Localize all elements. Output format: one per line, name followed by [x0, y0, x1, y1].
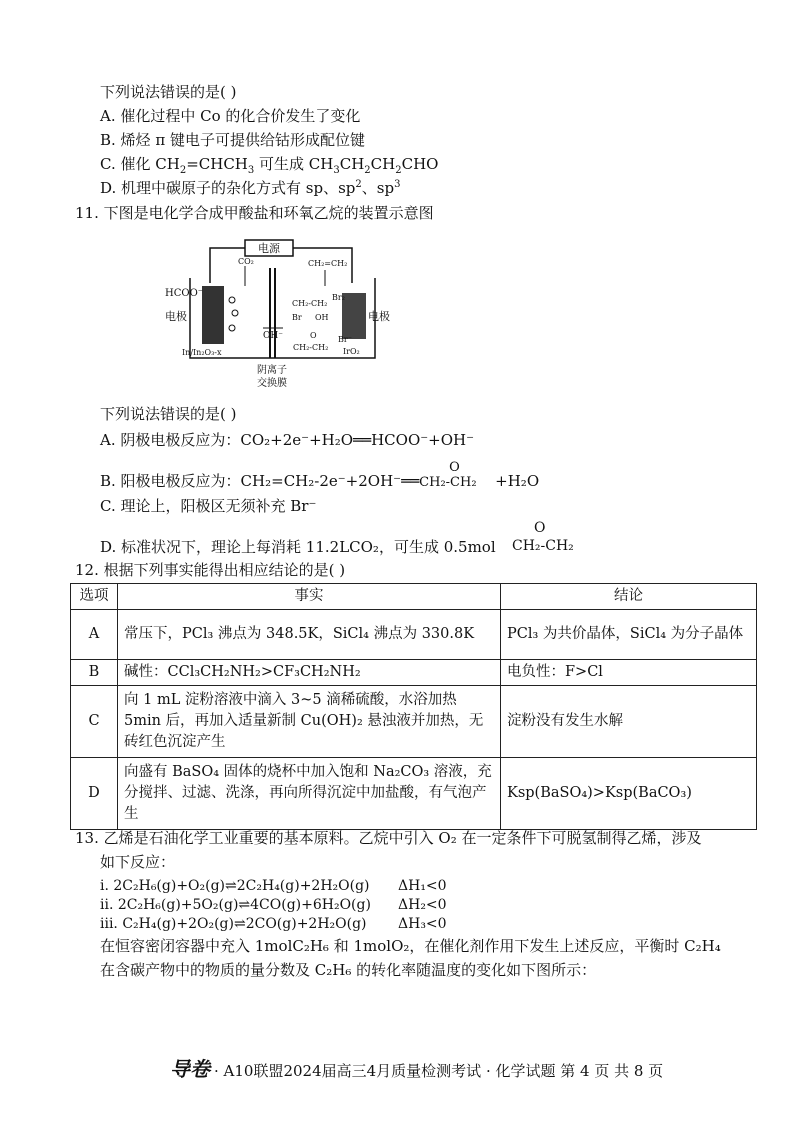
- q11-title: 11. 下图是电化学合成甲酸盐和环氧乙烷的装置示意图: [75, 204, 434, 222]
- q10-c-part: C. 催化 CH: [100, 155, 180, 173]
- row-option: B: [71, 660, 118, 686]
- row-conclusion: 电负性：F>Cl: [501, 660, 757, 686]
- br2-label: Br₂: [332, 293, 345, 302]
- q12-title: 12. 根据下列事实能得出相应结论的是( ): [75, 561, 346, 579]
- subscript: 2: [395, 165, 402, 176]
- bromohydrin-top: CH₂-CH₂: [292, 299, 328, 308]
- q11-b-part: B. 阳极电极反应为：CH₂=CH₂-2e⁻+2OH⁻══: [100, 472, 420, 490]
- right-electrode: [342, 293, 366, 339]
- row-conclusion: 淀粉没有发生水解: [501, 686, 757, 758]
- bromohydrin-br: Br: [292, 313, 302, 322]
- iro2-label: IrO₂: [343, 347, 360, 356]
- reaction-1-enthalpy: ΔH₁<0: [398, 878, 447, 894]
- ethylene-label: CH₂=CH₂: [308, 259, 348, 268]
- epoxide-ring: CH₂-CH₂: [512, 538, 574, 554]
- header-fact: 事实: [118, 584, 501, 610]
- footer-text: · A10联盟2024届高三4月质量检测考试 · 化学试题 第 4 页 共 8 页: [214, 1062, 664, 1080]
- q10-stem: 下列说法错误的是( ): [100, 83, 237, 101]
- q10-c-part: =CHCH: [186, 155, 248, 173]
- co2-label: CO₂: [238, 257, 254, 266]
- q10-option-d: [100, 178, 400, 198]
- right-electrode-label: 电极: [368, 310, 390, 323]
- q10-c-part: CHO: [401, 155, 439, 173]
- left-electrode: [202, 286, 224, 344]
- row-option: A: [71, 610, 118, 660]
- q10-c-part: CH: [370, 155, 396, 173]
- row-fact: 向 1 mL 淀粉溶液中滴入 3~5 滴稀硫酸，水浴加热 5min 后，再加入适量新制 Cu(OH)₂ 悬浊液并加热，无砖红色沉淀产生: [118, 686, 501, 758]
- q13-line3: 在恒容密闭容器中充入 1molC₂H₆ 和 1molO₂，在催化剂作用下发生上述反应，平衡时 C₂H₄: [100, 937, 721, 955]
- bubble: [229, 325, 235, 331]
- header-option: 选项: [71, 584, 118, 610]
- electrolysis-diagram: [160, 238, 390, 388]
- q13-line1: 13. 乙烯是石油化学工业重要的基本原料。乙烷中引入 O₂ 在一定条件下可脱氢制得乙烯，涉及: [75, 829, 702, 847]
- q10-option-c: [100, 154, 438, 174]
- br-minus-label: Br⁻: [338, 335, 352, 344]
- epoxide-o: O: [534, 520, 546, 536]
- row-option: D: [71, 758, 118, 830]
- q10-d-part: 、sp: [361, 179, 395, 197]
- bubble: [229, 297, 235, 303]
- row-fact: 向盛有 BaSO₄ 固体的烧杯中加入饱和 Na₂CO₃ 溶液，充分搅拌、过滤、洗涤，再向所得沉淀中加盐酸，有气泡产生: [118, 758, 501, 830]
- q10-c-part: CH: [339, 155, 365, 173]
- epoxide-o: O: [310, 331, 317, 340]
- epoxide-ring: CH₂-CH₂: [419, 475, 477, 490]
- hcoo-label: HCOO⁻: [165, 288, 204, 299]
- bubble: [232, 310, 238, 316]
- subscript: 2: [364, 165, 371, 176]
- oh-label: OH⁻: [263, 331, 283, 341]
- subscript: 3: [247, 165, 255, 176]
- q13-line2: 如下反应：: [100, 853, 176, 871]
- bromohydrin-oh: OH: [315, 313, 329, 322]
- reaction-1: i. 2C₂H₆(g)+O₂(g)⇌2C₂H₄(g)+2H₂O(g): [100, 878, 370, 894]
- superscript: 3: [394, 179, 401, 190]
- superscript: 2: [355, 179, 362, 190]
- row-fact: 常压下，PCl₃ 沸点为 348.5K，SiCl₄ 沸点为 330.8K: [118, 610, 501, 660]
- table-row: [71, 660, 757, 686]
- table-row: [71, 758, 757, 830]
- reaction-2-enthalpy: ΔH₂<0: [398, 897, 447, 913]
- in-electrode-label: In/In₂O₃-x: [182, 348, 222, 357]
- q10-option-b: B. 烯烃 π 键电子可提供给钴形成配位键: [100, 131, 365, 149]
- q11-option-d: D. 标准状况下，理论上每消耗 11.2LCO₂，可生成 0.5mol: [100, 538, 496, 556]
- header-conclusion: 结论: [501, 584, 757, 610]
- epoxide-ring: CH₂-CH₂: [293, 343, 329, 352]
- q10-option-a: A. 催化过程中 Co 的化合价发生了变化: [100, 107, 361, 125]
- left-electrode-label: 电极: [165, 310, 187, 323]
- table-row: [71, 686, 757, 758]
- epoxide-o: O: [449, 460, 460, 475]
- q10-c-part: 可生成 CH: [254, 155, 334, 173]
- row-fact: 碱性：CCl₃CH₂NH₂>CF₃CH₂NH₂: [118, 660, 501, 686]
- q11-option-a: A. 阴极电极反应为：CO₂+2e⁻+H₂O══HCOO⁻+OH⁻: [100, 431, 475, 449]
- table-row: [71, 610, 757, 660]
- row-conclusion: Ksp(BaSO₄)>Ksp(BaCO₃): [501, 758, 757, 830]
- facts-table: [70, 583, 757, 830]
- subscript: 2: [179, 165, 187, 176]
- row-option: C: [71, 686, 118, 758]
- q11-stem: 下列说法错误的是( ): [100, 405, 237, 423]
- q10-d-part: D. 机理中碳原子的杂化方式有 sp、sp: [100, 179, 356, 197]
- membrane-label-1: 阴离子: [257, 365, 287, 376]
- table-header-row: [71, 584, 757, 610]
- reaction-2: ii. 2C₂H₆(g)+5O₂(g)⇌4CO(g)+6H₂O(g): [100, 897, 371, 913]
- membrane-label-2: 交换膜: [257, 378, 287, 388]
- epoxide-structure: [419, 460, 495, 491]
- power-label: 电源: [258, 242, 280, 255]
- q11-option-b: [100, 460, 540, 491]
- reaction-3-enthalpy: ΔH₃<0: [398, 916, 447, 932]
- q13-line4: 在含碳产物中的物质的量分数及 C₂H₆ 的转化率随温度的变化如下图所示：: [100, 961, 597, 979]
- subscript: 3: [333, 165, 340, 176]
- row-conclusion: PCl₃ 为共价晶体，SiCl₄ 为分子晶体: [501, 610, 757, 660]
- page-footer: [170, 1053, 663, 1082]
- q11-option-c: C. 理论上，阳极区无须补充 Br⁻: [100, 497, 317, 515]
- q11-b-part: +H₂O: [495, 472, 540, 490]
- reaction-3: iii. C₂H₄(g)+2O₂(g)⇌2CO(g)+2H₂O(g): [100, 916, 367, 932]
- brand-logo: 导卷: [170, 1057, 210, 1081]
